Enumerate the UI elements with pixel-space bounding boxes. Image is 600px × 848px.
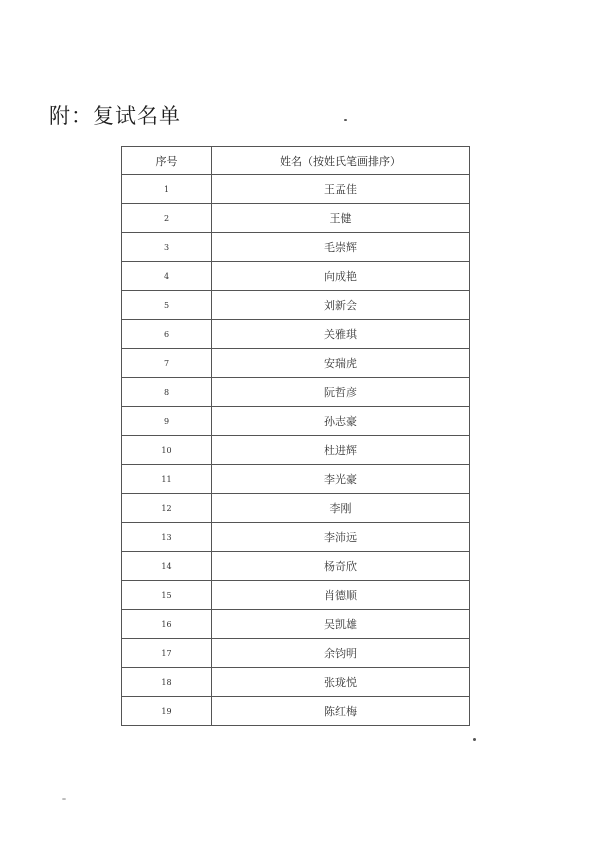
table-row [122, 697, 470, 726]
table-row [122, 436, 470, 465]
candidate-name: 毛崇辉 [212, 233, 470, 262]
candidate-name: 向成艳 [212, 262, 470, 291]
row-number: 1 [122, 175, 212, 204]
candidate-name: 吴凯雄 [212, 610, 470, 639]
candidate-name: 张珑悦 [212, 668, 470, 697]
candidate-name: 阮哲彦 [212, 378, 470, 407]
table-row [122, 523, 470, 552]
row-number: 15 [122, 581, 212, 610]
candidate-name: 杨奇欣 [212, 552, 470, 581]
header-number: 序号 [122, 147, 212, 175]
candidate-name: 李沛远 [212, 523, 470, 552]
table-row [122, 175, 470, 204]
candidate-name: 李光豪 [212, 465, 470, 494]
row-number: 2 [122, 204, 212, 233]
row-number: 8 [122, 378, 212, 407]
table-row [122, 291, 470, 320]
row-number: 14 [122, 552, 212, 581]
candidate-name: 关雅琪 [212, 320, 470, 349]
scan-speck [344, 119, 347, 121]
candidate-name: 刘新会 [212, 291, 470, 320]
row-number: 11 [122, 465, 212, 494]
row-number: 4 [122, 262, 212, 291]
candidate-name: 杜进辉 [212, 436, 470, 465]
table-body [122, 175, 470, 726]
candidate-name: 王健 [212, 204, 470, 233]
row-number: 3 [122, 233, 212, 262]
header-name: 姓名（按姓氏笔画排序） [212, 147, 470, 175]
table-row [122, 204, 470, 233]
table-header-row [122, 147, 470, 175]
table-row [122, 262, 470, 291]
candidate-name: 陈红梅 [212, 697, 470, 726]
table-row [122, 494, 470, 523]
table-row [122, 581, 470, 610]
candidate-table [121, 146, 470, 726]
table-row [122, 407, 470, 436]
row-number: 6 [122, 320, 212, 349]
row-number: 16 [122, 610, 212, 639]
page-title: 附：复试名单 [49, 104, 181, 128]
candidate-name: 肖德顺 [212, 581, 470, 610]
row-number: 5 [122, 291, 212, 320]
table-row [122, 349, 470, 378]
table-row [122, 552, 470, 581]
row-number: 17 [122, 639, 212, 668]
row-number: 7 [122, 349, 212, 378]
row-number: 18 [122, 668, 212, 697]
table-row [122, 610, 470, 639]
row-number: 12 [122, 494, 212, 523]
row-number: 10 [122, 436, 212, 465]
row-number: 13 [122, 523, 212, 552]
row-number: 19 [122, 697, 212, 726]
table-row [122, 668, 470, 697]
table-row [122, 320, 470, 349]
candidate-name: 安瑞虎 [212, 349, 470, 378]
table-row [122, 465, 470, 494]
table-row [122, 639, 470, 668]
candidate-name: 李刚 [212, 494, 470, 523]
table-row [122, 378, 470, 407]
scan-speck [62, 798, 66, 800]
candidate-name: 王孟佳 [212, 175, 470, 204]
candidate-name: 孙志豪 [212, 407, 470, 436]
scan-speck [473, 738, 476, 741]
row-number: 9 [122, 407, 212, 436]
candidate-name: 余钧明 [212, 639, 470, 668]
table-row [122, 233, 470, 262]
